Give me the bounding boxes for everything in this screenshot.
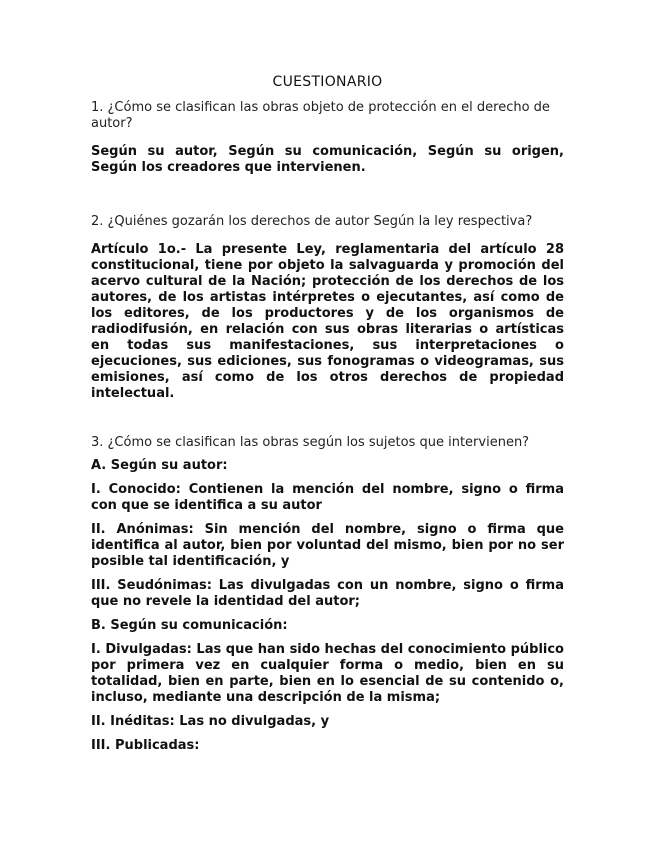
question-2: 2. ¿Quiénes gozarán los derechos de autor Según la ley respectiva? xyxy=(91,214,533,229)
list-item-conocido: I. Conocido: Contienen la mención del nombre, signo o firma con que se identifica a su autor xyxy=(91,482,564,513)
page-title: CUESTIONARIO xyxy=(272,74,383,90)
answer-2: Artículo 1o.- La presente Ley, reglamentaria del artículo 28 constitucional, tiene por objeto la salvaguarda y promoción del acervo cultural de la Nación; protección de los derechos de los autores, de los artistas intérpretes o ejecutantes, así como de los editores, de los productores y de los organismos de radiodifusión, en relación con sus obras literarias o artísticas en todas sus manifestaciones, sus interpretaciones o ejecuciones, sus ediciones, sus fonogramas o videogramas, sus emisiones, así como de los otros derechos de propiedad intelectual. xyxy=(91,242,564,401)
question-1: 1. ¿Cómo se clasifican las obras objeto de protección en el derecho de autor? xyxy=(91,100,550,131)
list-item-ineditas: II. Inéditas: Las no divulgadas, y xyxy=(91,714,330,729)
section-heading-author: A. Según su autor: xyxy=(91,458,228,473)
list-item-anonimas: II. Anónimas: Sin mención del nombre, signo o firma que identifica al autor, bien por voluntad del mismo, bien por no ser posible tal identificación, y xyxy=(91,522,564,569)
answer-1: Según su autor, Según su comunicación, Según su origen, Según los creadores que intervienen. xyxy=(91,144,564,175)
question-3: 3. ¿Cómo se clasifican las obras según los sujetos que intervienen? xyxy=(91,435,530,450)
answer-3-list xyxy=(91,458,564,754)
list-item-divulgadas: I. Divulgadas: Las que han sido hechas del conocimiento público por primera vez en cualquier forma o medio, bien en su totalidad, bien en parte, bien en lo esencial de su contenido o, incluso, mediante una descripción de la misma; xyxy=(91,642,564,705)
list-item-seudonimas: III. Seudónimas: Las divulgadas con un nombre, signo o firma que no revele la identidad del autor; xyxy=(91,578,564,609)
section-heading-communication: B. Según su comunicación: xyxy=(91,618,288,633)
list-item-publicadas: III. Publicadas: xyxy=(91,738,200,753)
